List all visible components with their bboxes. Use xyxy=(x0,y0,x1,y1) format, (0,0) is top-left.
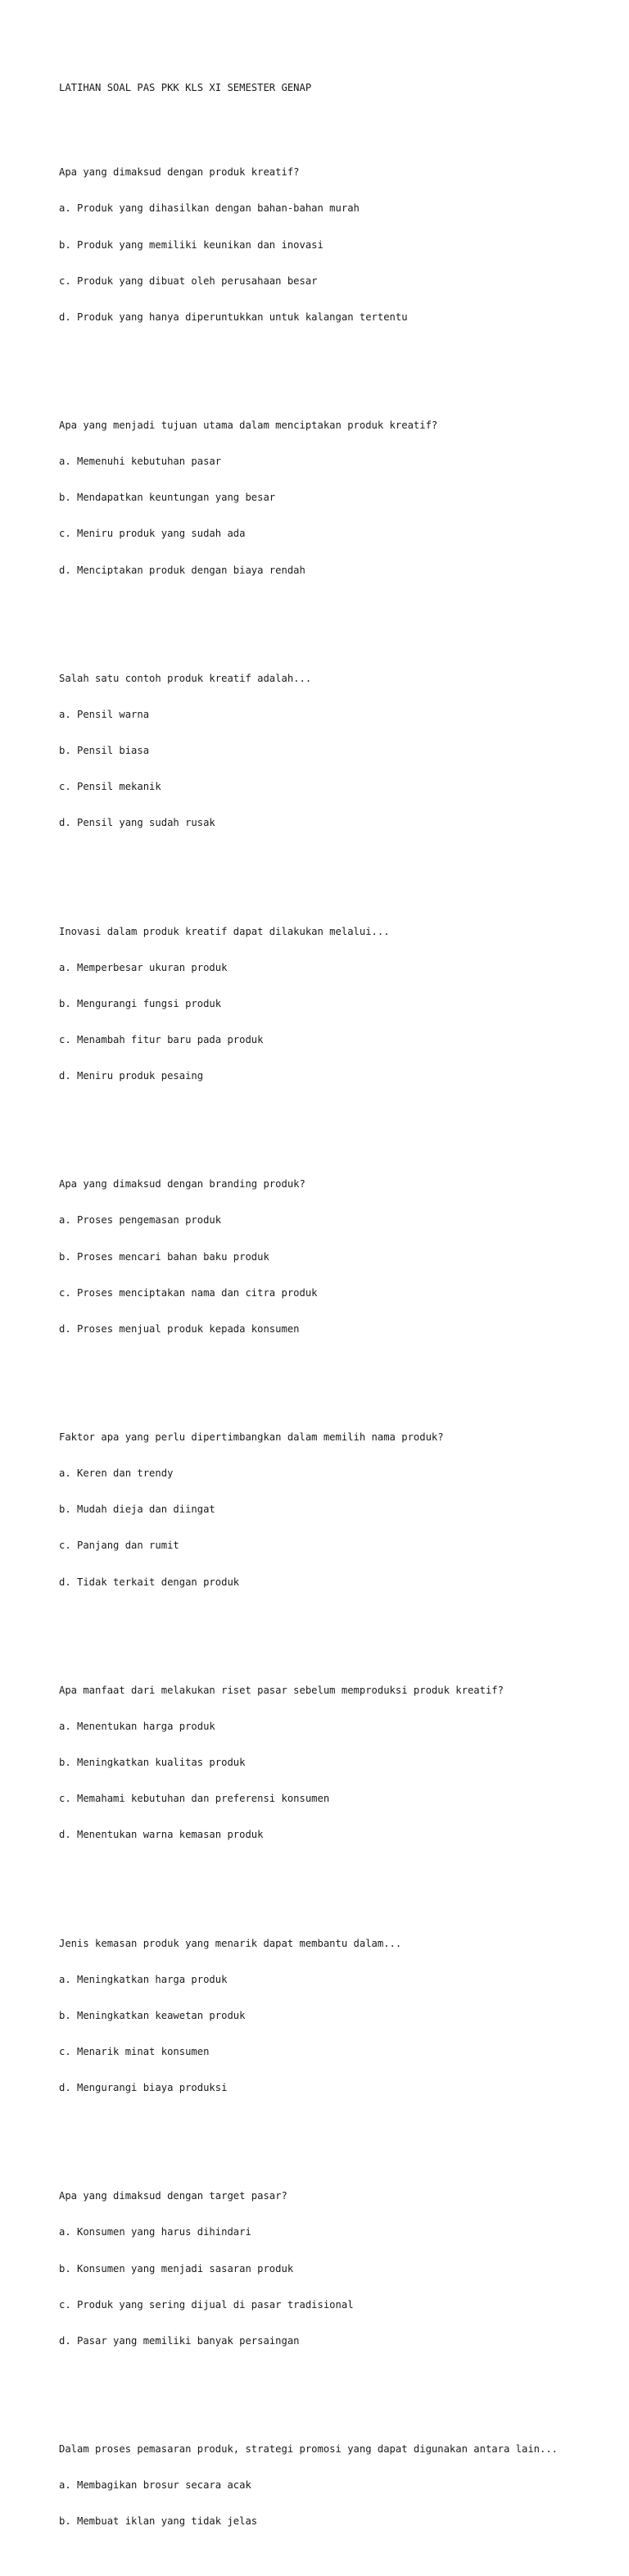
answer-option: d. Tidak terkait dengan produk xyxy=(59,1576,240,1588)
answer-option: b. Mudah dieja dan diingat xyxy=(59,1503,215,1516)
question-block xyxy=(59,1660,616,1865)
answer-option: b. Meningkatkan keawetan produk xyxy=(59,2009,246,2021)
question-text: Jenis kemasan produk yang menarik dapat membantu dalam... xyxy=(59,1937,402,1949)
question-block xyxy=(59,901,616,1106)
question-text: Salah satu contoh produk kreatif adalah... xyxy=(59,672,312,684)
answer-option: d. Menciptakan produk dengan biaya rendah xyxy=(59,564,305,576)
question-text: Inovasi dalam produk kreatif dapat dilakukan melalui... xyxy=(59,925,390,937)
answer-option: a. Konsumen yang harus dihindari xyxy=(59,2226,251,2238)
answer-option: c. Memahami kebutuhan dan preferensi konsumen xyxy=(59,1793,330,1805)
answer-option: c. Menarik minat konsumen xyxy=(59,2045,210,2057)
question-text: Dalam proses pemasaran produk, strategi promosi yang dapat digunakan antara lain... xyxy=(59,2443,559,2456)
answer-option: b. Meningkatkan kualitas produk xyxy=(59,1757,246,1769)
answer-option: c. Meniru produk yang sudah ada xyxy=(59,528,246,540)
answer-option: d. Meniru produk pesaing xyxy=(59,1070,204,1082)
question-text: Apa yang dimaksud dengan target pasar? xyxy=(59,2190,287,2202)
answer-option: d. Mengurangi biaya produksi xyxy=(59,2082,228,2093)
answer-option: b. Konsumen yang menjadi sasaran produk xyxy=(59,2262,294,2274)
document-body xyxy=(59,58,616,2576)
answer-option: a. Proses pengemasan produk xyxy=(59,1214,222,1227)
answer-option: a. Produk yang dihasilkan dengan bahan-bahan murah xyxy=(59,202,360,215)
answer-option: c. Pensil mekanik xyxy=(59,781,161,793)
answer-option: b. Produk yang memiliki keunikan dan inovasi xyxy=(59,238,324,251)
answer-option: b. Mendapatkan keuntungan yang besar xyxy=(59,492,276,504)
document-title: LATIHAN SOAL PAS PKK KLS XI SEMESTER GENAP xyxy=(59,82,312,94)
answer-option: d. Menentukan warna kemasan produk xyxy=(59,1829,264,1841)
question-block xyxy=(59,648,616,853)
answer-option: a. Membagikan brosur secara acak xyxy=(59,2479,251,2492)
answer-option: d. Proses menjual produk kepada konsumen xyxy=(59,1322,300,1335)
answer-option: c. Panjang dan rumit xyxy=(59,1540,179,1552)
answer-option: d. Produk yang hanya diperuntukkan untuk kalangan tertentu xyxy=(59,311,408,323)
answer-option: a. Menentukan harga produk xyxy=(59,1720,215,1732)
answer-option: c. Proses menciptakan nama dan citra produk xyxy=(59,1286,318,1299)
answer-option: c. Produk yang sering dijual di pasar tradisional xyxy=(59,2298,354,2311)
question-block xyxy=(59,143,616,347)
answer-option: a. Memperbesar ukuran produk xyxy=(59,961,228,973)
answer-option: a. Memenuhi kebutuhan pasar xyxy=(59,456,222,468)
answer-option: d. Pasar yang memiliki banyak persaingan xyxy=(59,2334,300,2347)
answer-option: a. Keren dan trendy xyxy=(59,1467,174,1480)
answer-option: b. Mengurangi fungsi produk xyxy=(59,997,222,1009)
answer-option: b. Pensil biasa xyxy=(59,745,150,757)
answer-option: b. Proses mencari bahan baku produk xyxy=(59,1250,269,1263)
answer-option: a. Meningkatkan harga produk xyxy=(59,1973,228,1985)
question-block xyxy=(59,2420,616,2552)
question-text: Apa yang dimaksud dengan branding produk? xyxy=(59,1178,305,1190)
question-block xyxy=(59,1913,616,2118)
question-block xyxy=(59,1408,616,1612)
answer-option: b. Membuat iklan yang tidak jelas xyxy=(59,2515,258,2528)
answer-option: a. Pensil warna xyxy=(59,708,150,720)
answer-option: c. Produk yang dibuat oleh perusahaan besar xyxy=(59,274,318,287)
question-block xyxy=(59,2166,616,2371)
answer-option: c. Menambah fitur baru pada produk xyxy=(59,1033,264,1045)
question-text: Apa yang menjadi tujuan utama dalam menciptakan produk kreatif? xyxy=(59,420,438,432)
answer-option: d. Pensil yang sudah rusak xyxy=(59,817,215,829)
question-block xyxy=(59,1154,616,1359)
question-block xyxy=(59,396,616,601)
question-text: Apa manfaat dari melakukan riset pasar sebelum memproduksi produk kreatif? xyxy=(59,1684,504,1696)
question-text: Faktor apa yang perlu dipertimbangkan dalam memilih nama produk? xyxy=(59,1431,444,1444)
question-text: Apa yang dimaksud dengan produk kreatif? xyxy=(59,166,300,179)
